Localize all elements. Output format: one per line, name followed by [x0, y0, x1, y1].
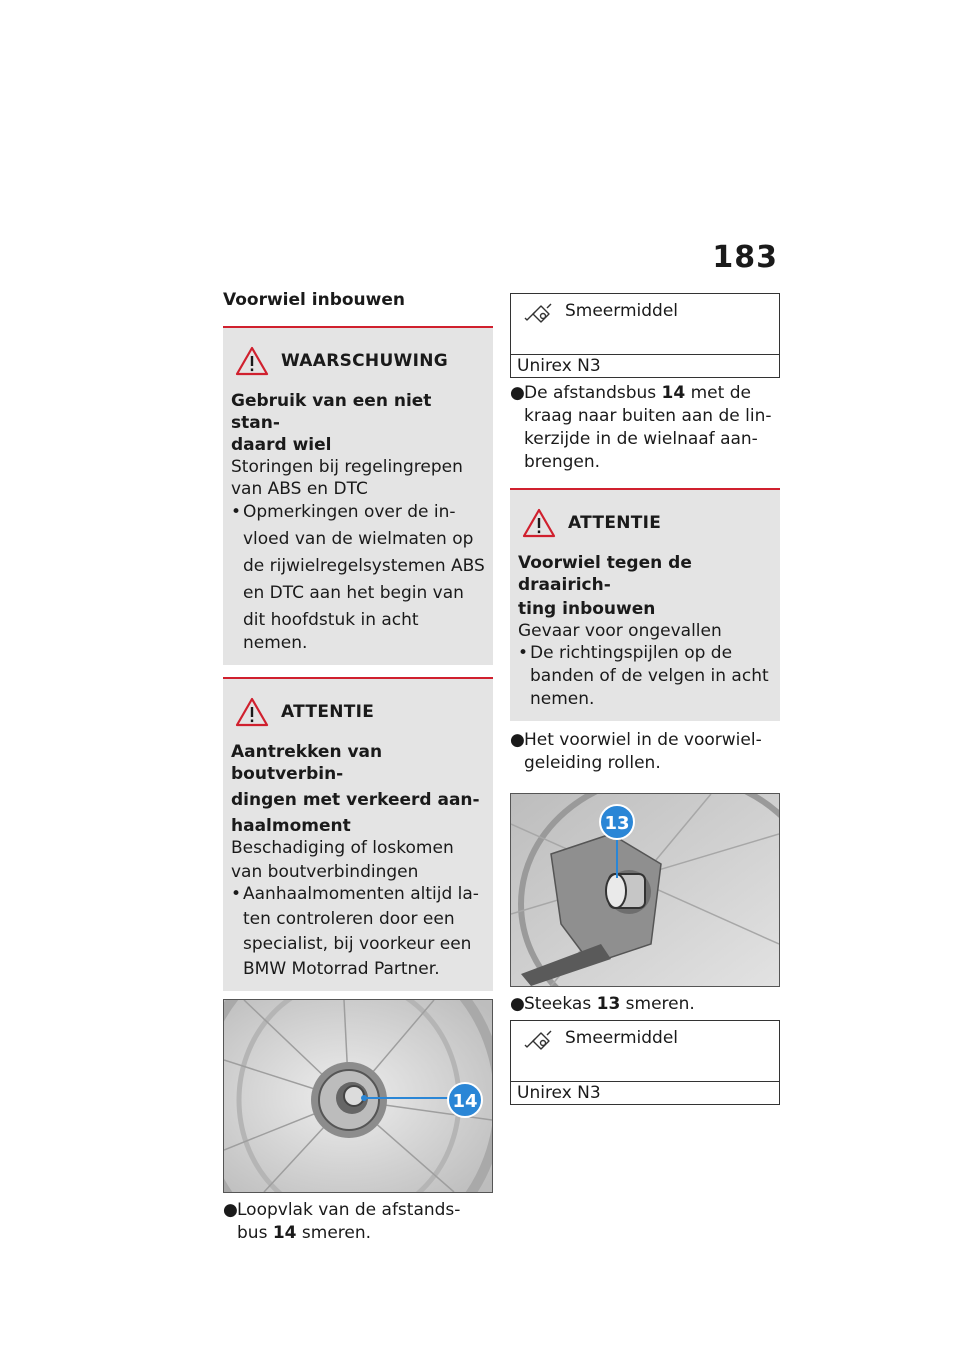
warning-triangle-icon — [235, 346, 269, 376]
attention-subtitle-line: ting inbouwen — [518, 599, 656, 619]
part-reference: 14 — [661, 383, 686, 403]
axle-photo — [510, 793, 780, 987]
bullet-line: BMW Motorrad Partner. — [243, 959, 440, 979]
lubricant-value: Unirex N3 — [511, 1081, 779, 1104]
right-column — [510, 293, 780, 1109]
step-line: Steekas 13 smeren. — [524, 994, 695, 1014]
wheel-hub-photo — [223, 999, 493, 1193]
lubricant-label: Smeermiddel — [565, 301, 679, 321]
callout-number: 13 — [604, 813, 630, 834]
step-item — [510, 993, 780, 1016]
section-title: Voorwiel inbouwen — [223, 290, 405, 310]
attention-subtitle-line: Voorwiel tegen de draairich- — [518, 553, 692, 595]
bullet-line: vloed van de wielmaten op — [243, 529, 474, 549]
bullet-mark: • — [518, 643, 529, 663]
lubricant-table — [510, 1020, 780, 1105]
step-line: Het voorwiel in de voorwiel- — [524, 730, 762, 750]
callout-number: 14 — [452, 1091, 478, 1112]
part-reference: 13 — [596, 994, 621, 1014]
bullet-mark: ● — [510, 994, 525, 1014]
warning-body-line: van ABS en DTC — [231, 479, 368, 499]
attention-body-line: van boutverbindingen — [231, 862, 419, 882]
bullet-mark: • — [231, 884, 242, 904]
attention-body-line: Gevaar voor ongevallen — [518, 621, 722, 641]
warning-body-line: Storingen bij regelingrepen — [231, 457, 463, 477]
attention-bullet — [231, 883, 485, 981]
step-line: bus 14 smeren. — [237, 1223, 372, 1243]
attention-label: ATTENTIE — [281, 702, 375, 722]
part-reference: 14 — [272, 1223, 297, 1243]
bullet-line: De richtingspijlen op de — [530, 643, 733, 663]
bullet-line: de rijwielregelsystemen ABS — [243, 556, 485, 576]
bullet-line: en DTC aan het begin van — [243, 583, 464, 603]
step-item — [223, 1199, 493, 1245]
bullet-line: Opmerkingen over de in- — [243, 502, 456, 522]
warning-label: WAARSCHUWING — [281, 351, 449, 371]
lubricant-table — [510, 293, 780, 378]
bullet-mark: • — [231, 502, 242, 522]
bullet-mark: ● — [510, 730, 525, 750]
bullet-line: banden of de velgen in acht — [530, 666, 769, 686]
attention-subtitle-line: dingen met verkeerd aan- — [231, 790, 480, 810]
step-line: Loopvlak van de afstands- — [237, 1200, 461, 1220]
attention-bullet — [518, 642, 772, 711]
attention-notice — [510, 488, 780, 721]
warning-bullet — [231, 501, 485, 655]
step-line: kerzijde in de wielnaaf aan- — [524, 429, 758, 449]
step-item — [510, 382, 780, 474]
step-item — [510, 729, 780, 775]
bullet-line: dit hoofdstuk in acht nemen. — [243, 610, 419, 653]
callout-badge — [448, 1083, 482, 1117]
step-line: kraag naar buiten aan de lin- — [524, 406, 772, 426]
warning-triangle-icon — [235, 697, 269, 727]
warning-subtitle-line: daard wiel — [231, 435, 332, 455]
left-column — [223, 290, 493, 1245]
attention-notice — [223, 677, 493, 991]
attention-label: ATTENTIE — [568, 513, 662, 533]
step-line: De afstandsbus 14 met de — [524, 383, 751, 403]
bullet-line: Aanhaalmomenten altijd la- — [243, 884, 479, 904]
warning-subtitle-line: Gebruik van een niet stan- — [231, 391, 432, 433]
oil-can-icon — [521, 298, 555, 326]
attention-subtitle-line: Aantrekken van boutverbin- — [231, 742, 383, 784]
callout-badge — [600, 805, 634, 839]
oil-can-icon — [521, 1025, 555, 1053]
bullet-mark: ● — [510, 383, 525, 403]
warning-notice — [223, 326, 493, 665]
step-line: geleiding rollen. — [524, 753, 661, 773]
bullet-line: nemen. — [530, 689, 595, 709]
step-line: brengen. — [524, 452, 601, 472]
bullet-mark: ● — [223, 1200, 238, 1220]
lubricant-value: Unirex N3 — [511, 354, 779, 377]
warning-triangle-icon — [522, 508, 556, 538]
lubricant-label: Smeermiddel — [565, 1028, 679, 1048]
page-number: 183 — [712, 240, 778, 275]
attention-subtitle-line: haalmoment — [231, 816, 351, 836]
bullet-line: ten controleren door een — [243, 909, 455, 929]
bullet-line: specialist, bij voorkeur een — [243, 934, 472, 954]
attention-body-line: Beschadiging of loskomen — [231, 838, 454, 858]
